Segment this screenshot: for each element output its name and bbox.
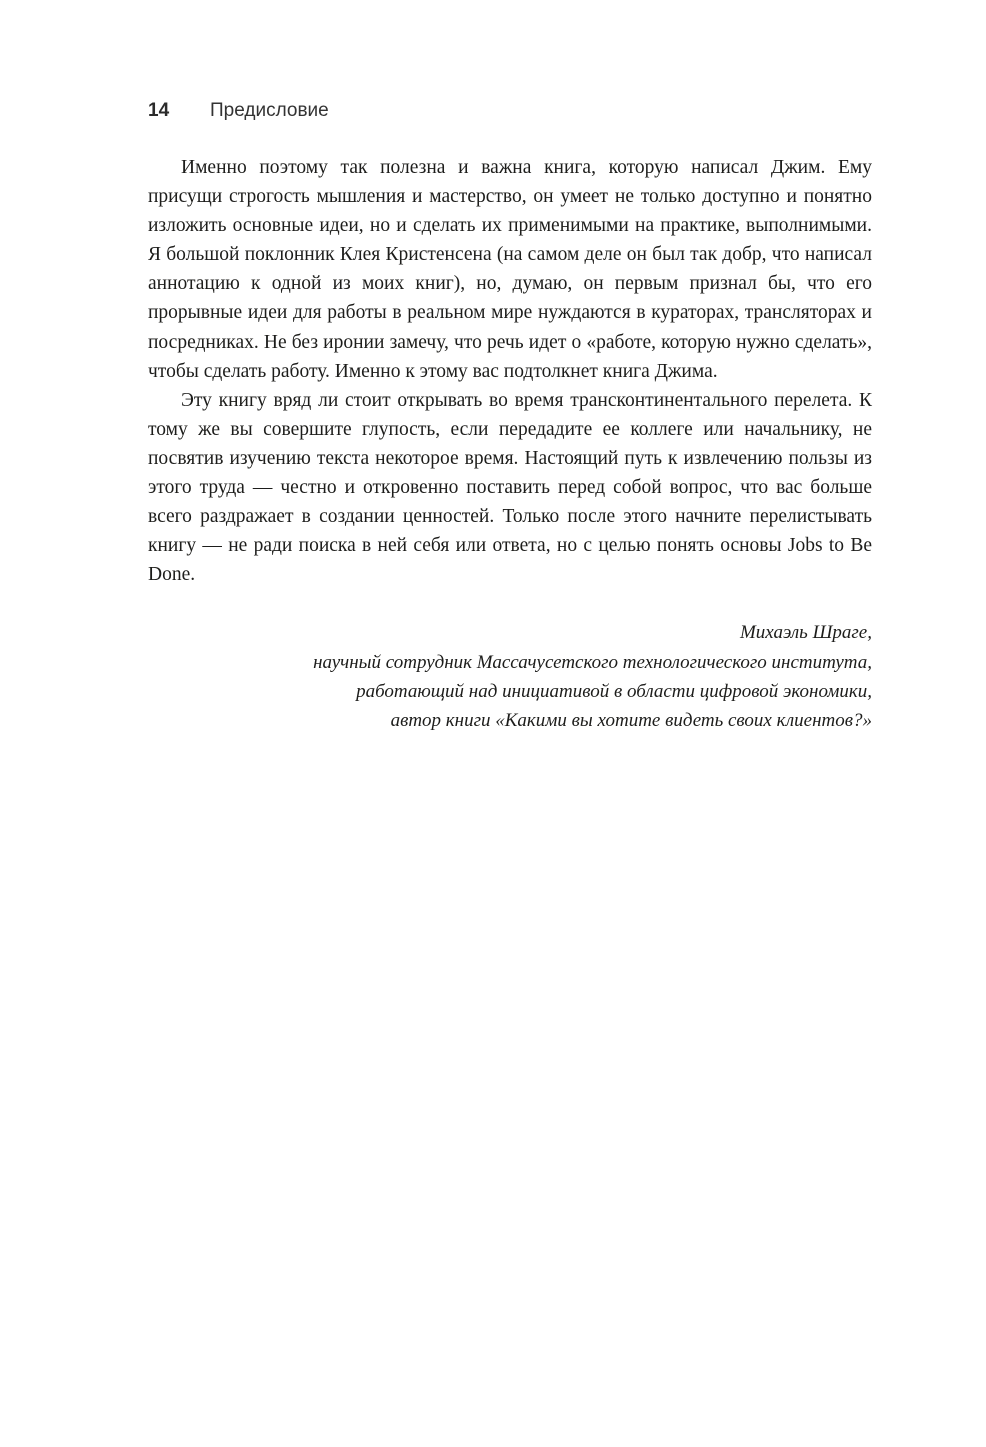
page-content	[148, 100, 872, 735]
page-number: 14	[148, 100, 170, 121]
running-header	[148, 100, 872, 122]
body-paragraph-1: Именно поэтому так полезна и важна книга, которую написал Джим. Ему присущи строгость мышления и мастерство, он умеет не только доступно и понятно изложить основные идеи, но и сделать их применимыми на практике, выполнимыми. Я большой поклонник Клея Кристенсена (на самом деле он был так добр, что написал аннотацию к одной из моих книг), но, думаю, он первым признал бы, что его прорывные идеи для работы в реальном мире нуждаются в кураторах, трансляторах и посредниках. Не без иронии замечу, что речь идет о «работе, которую нужно сделать», чтобы сделать работу. Именно к этому вас подтолкнет книга Джима.	[148, 157, 872, 382]
signature-block	[148, 618, 872, 734]
signature-line-3: автор книги «Какими вы хотите видеть своих клиентов?»	[390, 709, 872, 731]
body-paragraph-2: Эту книгу вряд ли стоит открывать во время трансконтинентального перелета. К тому же вы совершите глупость, если передадите ее коллеге или начальнику, не посвятив изучению текста некоторое время. Настоящий путь к извлечению пользы из этого труда — честно и откровенно поставить перед собой вопрос, что вас больше всего раздражает в создании ценностей. Только после этого начните перелистывать книгу — не ради поиска в ней себя или ответа, но с целью понять основы Jobs to Be Done.	[148, 389, 872, 586]
signature-line-2: работающий над инициативой в области цифровой экономики,	[356, 680, 872, 702]
body-text	[148, 153, 872, 589]
section-title: Предисловие	[210, 100, 329, 121]
signature-name: Михаэль Шраге,	[739, 622, 872, 644]
signature-line-1: научный сотрудник Массачусетского технологического института,	[313, 651, 872, 673]
